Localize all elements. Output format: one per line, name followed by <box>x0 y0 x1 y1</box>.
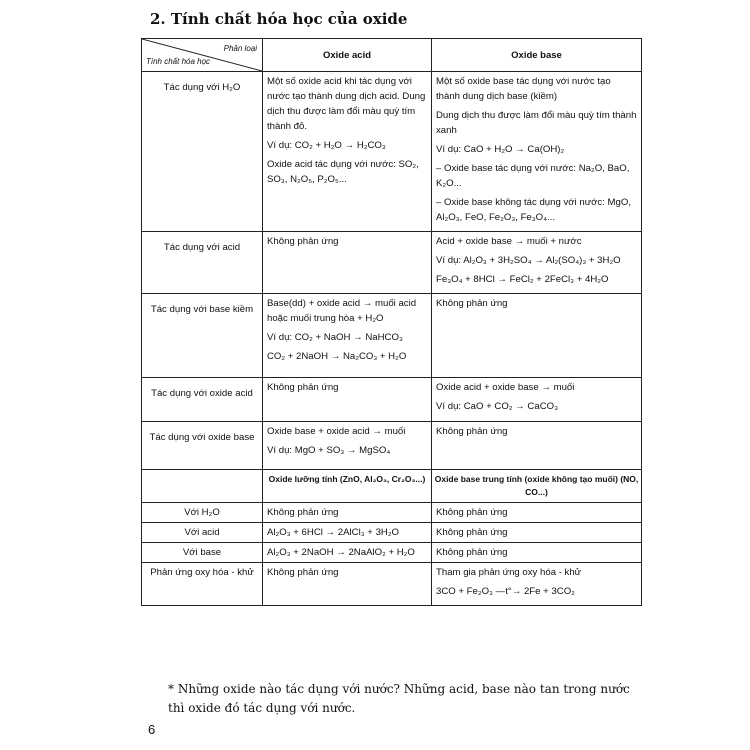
table-row <box>142 232 642 294</box>
cell-line: Dung dịch thu được làm đổi màu quỳ tím thành xanh <box>436 110 637 136</box>
row-label: Với H₂O <box>142 503 263 523</box>
amph-cell: Al₂O₃ + 2NaOH → 2NaAlO₂ + H₂O <box>263 543 432 563</box>
cell-line: Ví dụ: CO₂ + H₂O → H₂CO₃ <box>267 140 386 151</box>
cell-line: Oxide acid + oxide base → muối <box>436 382 575 393</box>
base-cell <box>432 294 642 378</box>
corner-bottom-label: Tính chất hóa học <box>146 57 211 66</box>
header-amphoteric-oxide: Oxide lưỡng tính (ZnO, Al₂O₃, Cr₂O₃...) <box>263 470 432 503</box>
amph-cell: Không phản ứng <box>263 503 432 523</box>
cell-line: 3CO + Fe₂O₃ —t°→ 2Fe + 3CO₂ <box>436 586 575 597</box>
row-label: Với acid <box>142 523 263 543</box>
table-row <box>142 378 642 422</box>
base-cell <box>432 378 642 422</box>
row-label: Tác dụng với H₂O <box>142 72 263 232</box>
corner-top-label: Phân loại <box>223 44 257 53</box>
row-label: Tác dụng với base kiềm <box>142 294 263 378</box>
empty-cell <box>142 470 263 503</box>
cell-line: Một số oxide acid khi tác dụng với nước tạo thành dung dịch acid. Dung dịch thu được làm đổi màu quỳ tím thành đỏ. <box>267 76 426 132</box>
header-oxide-acid: Oxide acid <box>263 39 432 72</box>
acid-cell <box>263 232 432 294</box>
acid-cell <box>263 378 432 422</box>
cell-line: CO₂ + 2NaOH → Na₂CO₃ + H₂O <box>267 351 407 362</box>
cell-line: Tham gia phản ứng oxy hóa - khử <box>436 567 582 578</box>
cell-line: Ví dụ: Al₂O₃ + 3H₂SO₄ → Al₂(SO₄)₃ + 3H₂O <box>436 255 621 266</box>
cell-line: Ví dụ: CO₂ + NaOH → NaHCO₃ <box>267 332 403 343</box>
cell-line: Không phản ứng <box>267 382 339 393</box>
cell-line: Oxide base + oxide acid → muối <box>267 426 406 437</box>
base-cell <box>432 72 642 232</box>
table-row <box>142 294 642 378</box>
oxide-properties-table <box>141 38 642 606</box>
cell-line: Một số oxide base tác dụng với nước tạo thành dung dịch base (kiềm) <box>436 76 611 102</box>
table-row <box>142 523 642 543</box>
neutral-cell: Không phản ứng <box>432 523 642 543</box>
cell-line: Ví dụ: CaO + CO₂ → CaCO₃ <box>436 401 558 412</box>
header-oxide-base: Oxide base <box>432 39 642 72</box>
base-cell <box>432 422 642 470</box>
cell-line: Oxide acid tác dụng với nước: SO₂, SO₃, N₂O₅, P₂O₅... <box>267 159 419 185</box>
row-label: Với base <box>142 543 263 563</box>
table-row <box>142 72 642 232</box>
subheader-row <box>142 470 642 503</box>
cell-line: Acid + oxide base → muối + nước <box>436 236 582 247</box>
cell-line: Base(dd) + oxide acid → muối acid hoặc muối trung hòa + H₂O <box>267 298 417 324</box>
table-row <box>142 503 642 523</box>
neutral-cell <box>432 563 642 606</box>
acid-cell <box>263 294 432 378</box>
corner-cell <box>142 39 263 72</box>
page-number: 6 <box>148 722 156 737</box>
cell-line: Ví dụ: MgO + SO₃ → MgSO₄ <box>267 445 391 456</box>
cell-line: – Oxide base không tác dụng với nước: MgO, Al₂O₃, FeO, Fe₂O₃, Fe₃O₄... <box>436 197 631 223</box>
row-label: Tác dụng với oxide base <box>142 422 263 470</box>
table-row <box>142 422 642 470</box>
table-row <box>142 543 642 563</box>
header-row <box>142 39 642 72</box>
neutral-cell: Không phản ứng <box>432 543 642 563</box>
amph-cell: Al₂O₃ + 6HCl → 2AlCl₃ + 3H₂O <box>263 523 432 543</box>
footnote: * Những oxide nào tác dụng với nước? Những acid, base nào tan trong nước thì oxide đó tác dụng với nước. <box>168 682 630 715</box>
row-label: Tác dụng với oxide acid <box>142 378 263 422</box>
row-label: Phản ứng oxy hóa - khử <box>142 563 263 606</box>
cell-line: Không phản ứng <box>436 426 508 437</box>
neutral-cell: Không phản ứng <box>432 503 642 523</box>
base-cell <box>432 232 642 294</box>
amph-cell: Không phản ứng <box>263 563 432 606</box>
cell-line: – Oxide base tác dụng với nước: Na₂O, BaO, K₂O... <box>436 163 630 189</box>
cell-line: Fe₃O₄ + 8HCl → FeCl₂ + 2FeCl₃ + 4H₂O <box>436 274 609 285</box>
table-row <box>142 563 642 606</box>
acid-cell <box>263 72 432 232</box>
acid-cell <box>263 422 432 470</box>
section-title: 2. Tính chất hóa học của oxide <box>150 10 408 28</box>
cell-line: Ví dụ: CaO + H₂O → Ca(OH)₂ <box>436 144 565 155</box>
row-label: Tác dụng với acid <box>142 232 263 294</box>
cell-line: Không phản ứng <box>436 298 508 309</box>
header-neutral-oxide: Oxide base trung tính (oxide không tạo muối) (NO, CO...) <box>432 470 642 503</box>
cell-line: Không phản ứng <box>267 236 339 247</box>
